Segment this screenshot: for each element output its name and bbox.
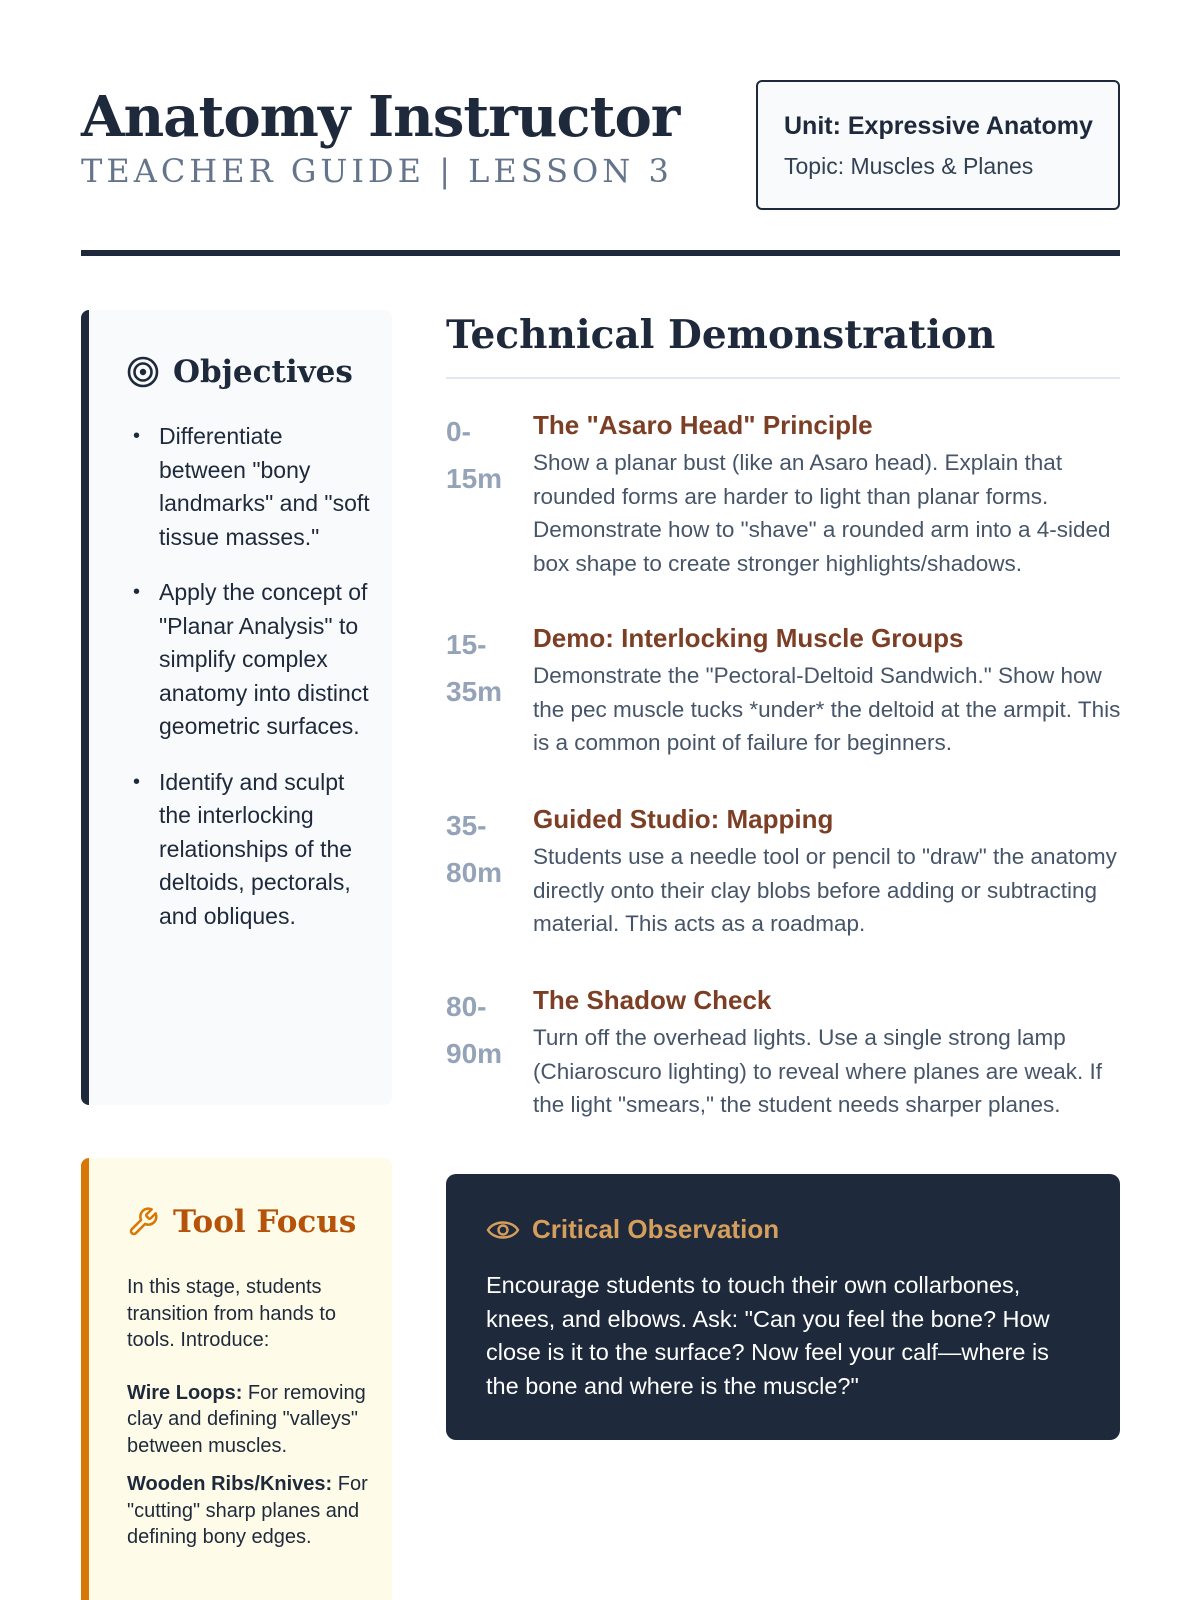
objectives-header <box>127 354 372 390</box>
step-description: Show a planar bust (like an Asaro head). Explain that rounded forms are harder to light than planar forms. Demonstrate how to "shave" a rounded arm into a 4-sided box shape to create stronger highlights/shadows. <box>533 450 1111 576</box>
critical-observation-text: Encourage students to touch their own collarbones, knees, and elbows. Ask: "Can you feel the bone? How close is it to the surface? Now feel your calf—where is the bone and where is the muscle?" <box>486 1272 1050 1399</box>
tool-focus-intro: In this stage, students transition from hands to tools. Introduce: <box>127 1276 336 1351</box>
tool-name: Wooden Ribs/Knives: <box>127 1473 333 1495</box>
step-title: Guided Studio: Mapping <box>533 804 834 834</box>
page-subtitle: TEACHER GUIDE | LESSON 3 <box>81 152 673 190</box>
step-time: 80-90m <box>446 991 503 1069</box>
objective-item: • Identify and sculpt the interlocking relationships of the deltoids, pectorals, and obliques. <box>127 766 372 934</box>
tool-description: For "cutting" sharp planes and defining bony edges. <box>127 1473 368 1548</box>
wrench-icon <box>127 1206 159 1238</box>
step-body <box>533 983 1123 1122</box>
demo-section-title: Technical Demonstration <box>446 312 996 358</box>
step-time: 15-35m <box>446 629 503 707</box>
step-description: Turn off the overhead lights. Use a single strong lamp (Chiaroscuro lighting) to reveal where planes are weak. If the light "smears," the student needs sharper planes. <box>533 1025 1103 1117</box>
objectives-title: Objectives <box>173 354 353 390</box>
tool-focus-panel <box>81 1158 392 1600</box>
critical-observation-title: Critical Observation <box>532 1214 780 1244</box>
objective-item: • Apply the concept of "Planar Analysis" to simplify complex anatomy into distinct geometric surfaces. <box>127 576 372 744</box>
step-body <box>533 621 1123 760</box>
page-header <box>81 80 1120 210</box>
unit-label: Unit: Expressive Anatomy <box>784 112 1093 140</box>
target-icon <box>127 356 159 388</box>
tool-name: Wire Loops: <box>127 1381 243 1404</box>
header-divider <box>81 250 1120 256</box>
step-body <box>533 408 1123 580</box>
objective-item: • Differentiate between "bony landmarks" and "soft tissue masses." <box>127 420 372 554</box>
step-body <box>533 802 1123 941</box>
tool-focus-title: Tool Focus <box>173 1204 357 1240</box>
unit-info-box <box>756 80 1120 210</box>
step-description: Demonstrate the "Pectoral-Deltoid Sandwich." Show how the pec muscle tucks *under* the deltoid at the armpit. This is a common point of failure for beginners. <box>533 663 1121 755</box>
demo-divider <box>446 377 1120 379</box>
step-description: Students use a needle tool or pencil to "draw" the anatomy directly onto their clay blobs before adding or subtracting material. This acts as a roadmap. <box>533 844 1117 936</box>
page-title: Anatomy Instructor <box>81 84 680 150</box>
step-title: Demo: Interlocking Muscle Groups <box>533 623 964 653</box>
step-title: The "Asaro Head" Principle <box>533 410 873 440</box>
tool-item <box>127 1380 372 1460</box>
step-time: 35-80m <box>446 810 503 888</box>
tool-description: For removing clay and defining "valleys" between muscles. <box>127 1381 366 1457</box>
tool-focus-header <box>127 1204 372 1240</box>
step-time: 0-15m <box>446 416 503 494</box>
critical-observation-card <box>446 1174 1120 1440</box>
critical-observation-header <box>486 1214 1082 1245</box>
tool-item <box>127 1471 372 1551</box>
step-title: The Shadow Check <box>533 985 772 1015</box>
objectives-list <box>127 420 372 933</box>
eye-icon <box>486 1217 520 1243</box>
topic-label: Topic: Muscles & Planes <box>784 153 1034 179</box>
objectives-panel <box>81 310 392 1105</box>
